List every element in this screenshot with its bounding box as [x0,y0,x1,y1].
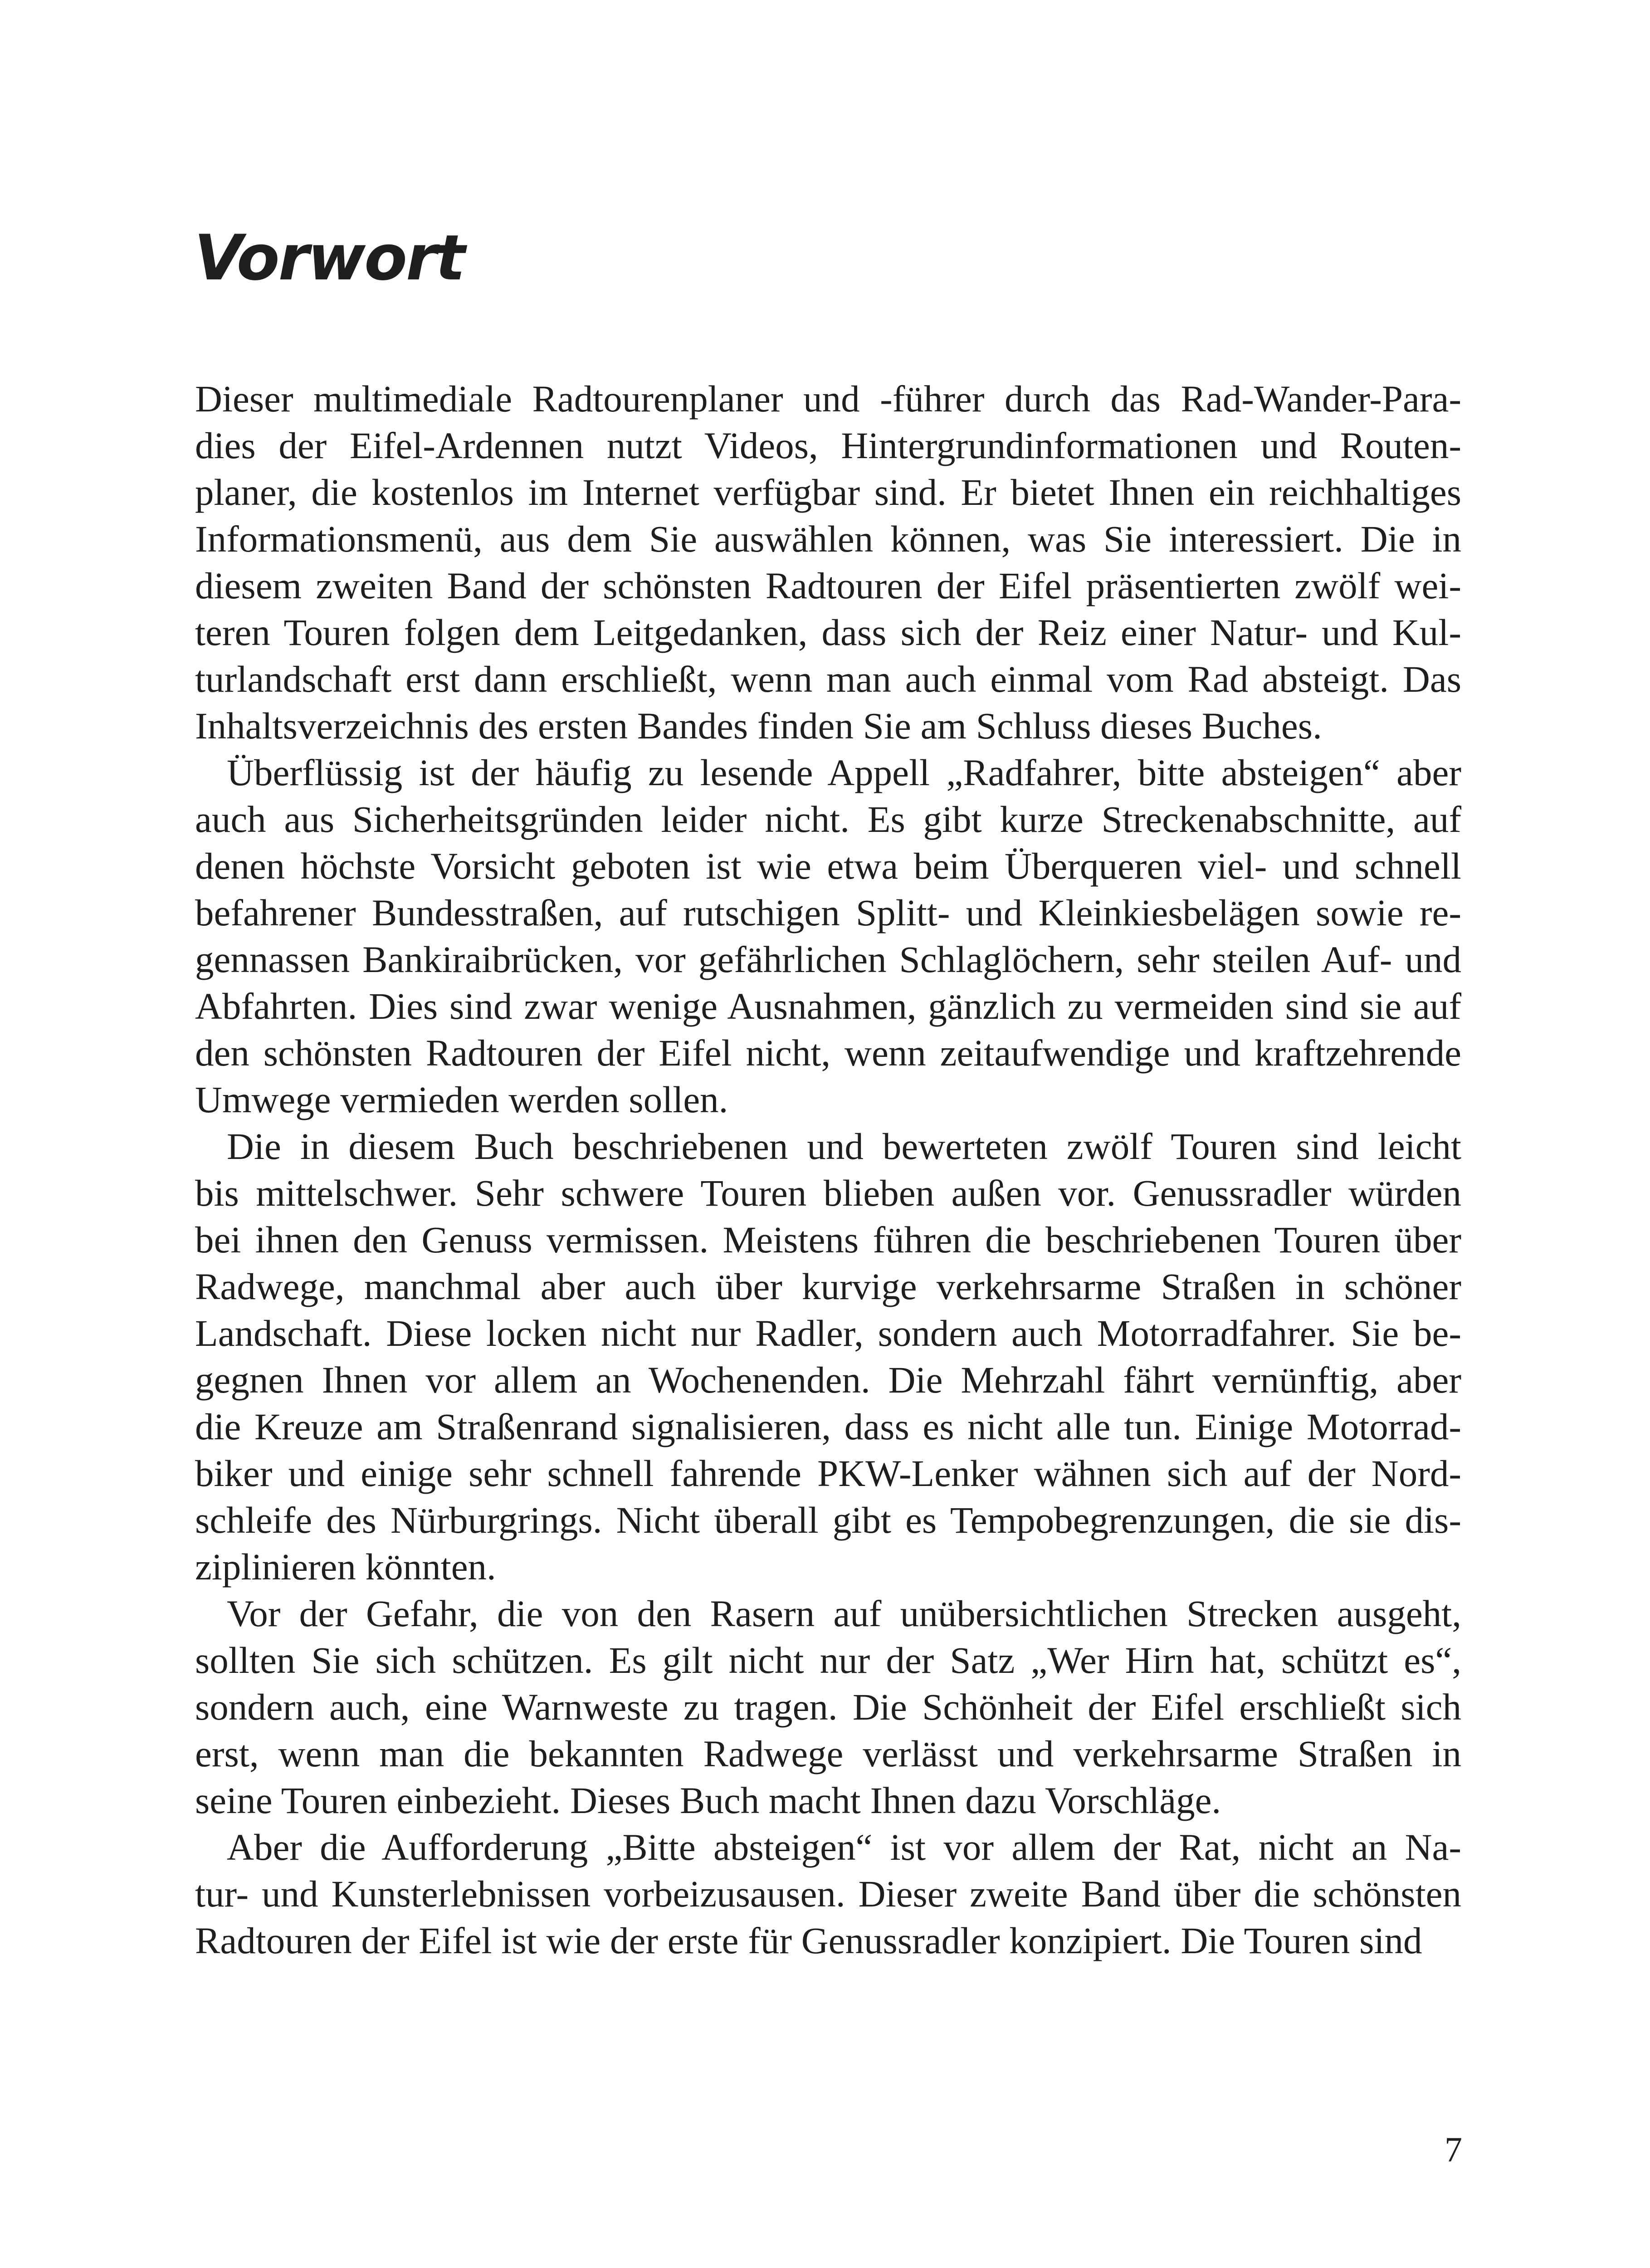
text-line: Dieser multimediale Radtourenplaner und -führer durch das Rad-Wander-Para- [195,378,1461,420]
text-line: den schönsten Radtouren der Eifel nicht, wenn zeitaufwendige und kraftzehrende [195,1032,1461,1074]
text-line: befahrener Bundesstraßen, auf rutschigen Splitt- und Kleinkiesbelägen sowie re- [195,892,1461,934]
text-line: turlandschaft erst dann erschließt, wenn man auch einmal vom Rad absteigt. Das [195,658,1461,700]
text-line: auch aus Sicherheitsgründen leider nicht. Es gibt kurze Streckenabschnitte, auf [195,798,1461,840]
text-line: Aber die Aufforderung „Bitte absteigen“ ist vor allem der Rat, nicht an Na- [227,1826,1461,1868]
text-line: dies der Eifel-Ardennen nutzt Videos, Hintergrundinformationen und Routen- [195,425,1461,466]
text-line: Radtouren der Eifel ist wie der erste für Genussradler konzipiert. Die Touren sind [195,1920,1422,1961]
text-line: Überflüssig ist der häufig zu lesende Appell „Radfahrer, bitte absteigen“ aber [227,752,1461,793]
text-line: bei ihnen den Genuss vermissen. Meistens führen die beschriebenen Touren über [195,1219,1461,1261]
text-line: planer, die kostenlos im Internet verfügbar sind. Er bietet Ihnen ein reichhaltiges [195,471,1461,513]
text-line: bis mittelschwer. Sehr schwere Touren blieben außen vor. Genussradler würden [195,1172,1461,1214]
text-line: Umwege vermieden werden sollen. [195,1079,728,1120]
text-line: diesem zweiten Band der schönsten Radtouren der Eifel präsentierten zwölf wei- [195,565,1461,606]
text-line: biker und einige sehr schnell fahrende PKW-Lenker wähnen sich auf der Nord- [195,1452,1461,1494]
text-line: Die in diesem Buch beschriebenen und bewerteten zwölf Touren sind leicht [227,1125,1461,1167]
text-line: Vor der Gefahr, die von den Rasern auf unübersichtlichen Strecken ausgeht, [227,1593,1461,1634]
text-line: erst, wenn man die bekannten Radwege verlässt und verkehrsarme Straßen in [195,1733,1461,1774]
text-line: schleife des Nürburgrings. Nicht überall gibt es Tempobegrenzungen, die sie dis- [195,1499,1461,1541]
body-text [195,376,1461,1964]
text-line: Landschaft. Diese locken nicht nur Radler, sondern auch Motorradfahrer. Sie be- [195,1312,1461,1354]
text-line: sollten Sie sich schützen. Es gilt nicht nur der Satz „Wer Hirn hat, schützt es“, [195,1639,1461,1681]
text-line: gegnen Ihnen vor allem an Wochenenden. Die Mehrzahl fährt vernünftig, aber [195,1359,1461,1401]
text-line: Abfahrten. Dies sind zwar wenige Ausnahmen, gänzlich zu vermeiden sind sie auf [195,985,1461,1027]
page-heading: Vorwort [194,221,464,294]
text-line: Radwege, manchmal aber auch über kurvige verkehrsarme Straßen in schöner [195,1266,1461,1307]
text-line: sondern auch, eine Warnweste zu tragen. Die Schönheit der Eifel erschließt sich [195,1686,1461,1728]
text-line: seine Touren einbezieht. Dieses Buch macht Ihnen dazu Vorschläge. [195,1779,1221,1821]
text-line: teren Touren folgen dem Leitgedanken, dass sich der Reiz einer Natur- und Kul- [195,611,1461,653]
text-line: denen höchste Vorsicht geboten ist wie etwa beim Überqueren viel- und schnell [195,845,1461,887]
text-line: Inhaltsverzeichnis des ersten Bandes finden Sie am Schluss dieses Buches. [195,705,1322,747]
text-line: gennassen Bankiraibrücken, vor gefährlichen Schlaglöchern, sehr steilen Auf- und [195,938,1461,980]
page-number: 7 [1445,2130,1462,2169]
text-line: die Kreuze am Straßenrand signalisieren, dass es nicht alle tun. Einige Motorrad- [195,1406,1461,1447]
text-line: tur- und Kunsterlebnissen vorbeizusausen. Dieser zweite Band über die schönsten [195,1873,1461,1915]
text-line: Informationsmenü, aus dem Sie auswählen können, was Sie interessiert. Die in [195,518,1461,560]
text-line: ziplinieren könnten. [195,1546,496,1588]
